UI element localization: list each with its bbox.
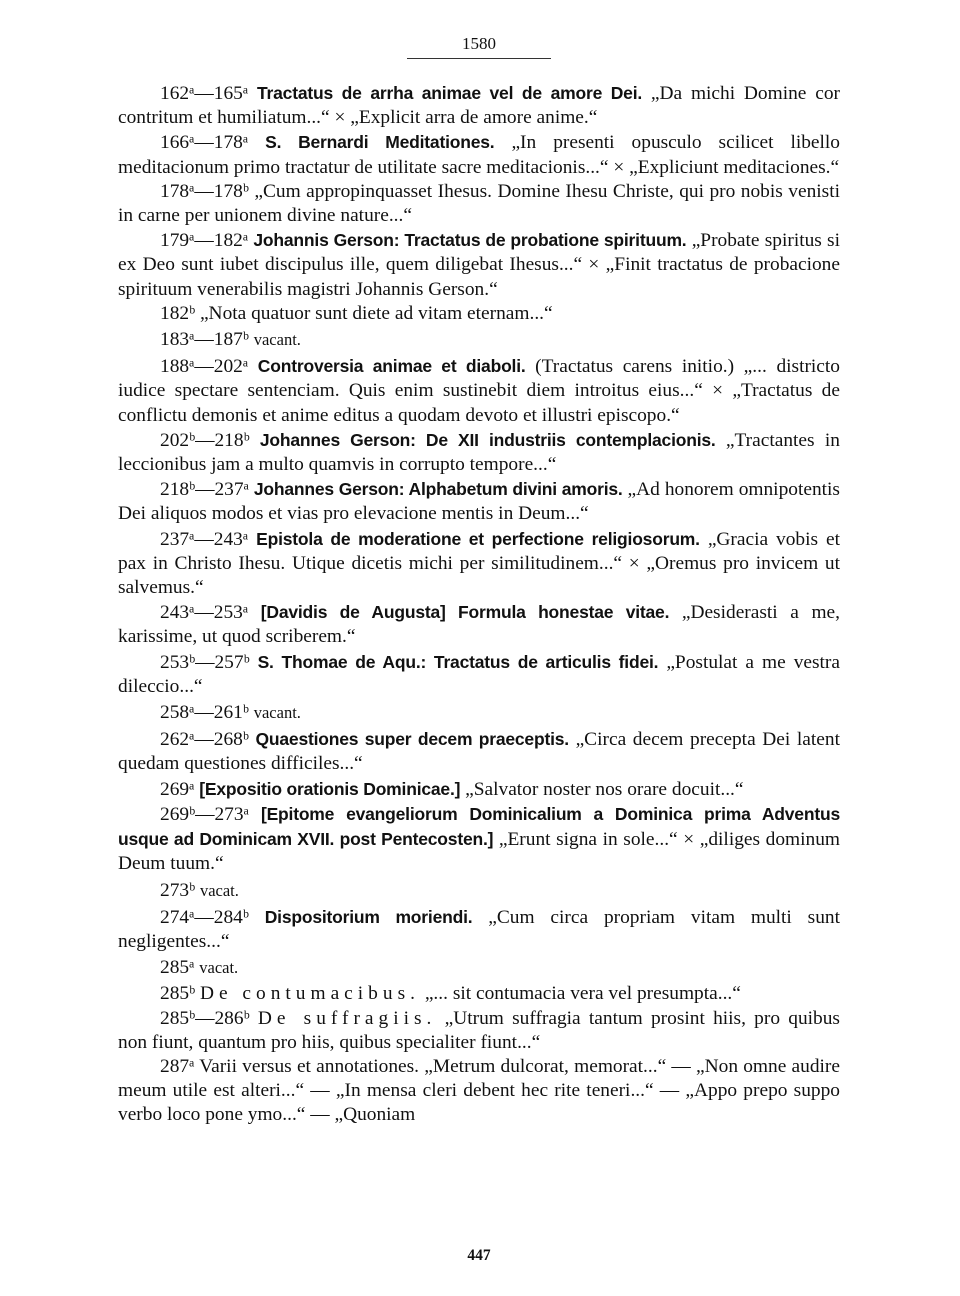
catalogue-entry — [118, 905, 840, 954]
folio-range: 273ᵇ — [160, 879, 196, 901]
entry-text: „Salvator noster nos orare docuit...“ — [465, 778, 744, 800]
catalogue-entry — [118, 428, 840, 477]
entry-text: vacat. — [199, 958, 239, 978]
folio-range: 274ᵃ—284ᵇ — [160, 906, 249, 928]
folio-range: 243ᵃ—253ᵃ — [160, 602, 249, 624]
catalogue-entry — [118, 879, 840, 903]
folio-range: 237ᵃ—243ᵃ — [160, 528, 249, 550]
entry-text: vacant. — [253, 330, 301, 350]
entry-text: „Postulat a me vestra dileccio...“ — [118, 651, 840, 697]
page-header-number: 1580 — [462, 34, 496, 53]
entry-title: Johannes Gerson: Alphabetum divini amoris. — [253, 479, 623, 500]
entry-title: Dispositorium moriendi. — [264, 906, 473, 927]
entry-text: „Ad honorem omnipotentis Dei aliquos modos et vias pro elevacione mentis in Deum...“ — [118, 479, 840, 525]
folio-range: 258ᵃ—261ᵇ — [160, 702, 249, 724]
entry-title: Tractatus de arrha animae vel de amore Dei. — [257, 83, 643, 103]
entry-title: S. Thomae de Aqu.: Tractatus de articulis fidei. — [257, 651, 659, 672]
catalogue-page — [118, 30, 840, 1280]
entry-text: „Cum circa propriam vitam multi sunt negligentes...“ — [118, 906, 840, 952]
entry-title: Quaestiones super decem praeceptis. — [255, 729, 569, 750]
catalogue-entry — [118, 1055, 840, 1128]
entry-title: [Epitome evangeliorum Dominicalium a Dominica prima Adventus usque ad Dominicam XVII. post Pentecosten.] — [118, 803, 840, 850]
entry-spaced-title: De contumacibus. — [199, 983, 420, 1005]
entry-text: „Gracia vobis et pax in Christo Ihesu. Utique dicetis michi per similitudinem...“ × „Oremus pro invicem ut salvemus.“ — [118, 528, 841, 599]
entry-text: „Cum appropinquasset Ihesus. Domine Ihesu Christe, qui pro nobis venisti in carne per unionem divine nature...“ — [118, 180, 840, 227]
entry-text: „Erunt signa in sole...“ × „diliges dominum Deum tuum.“ — [118, 829, 840, 875]
entry-title: [Davidis de Augusta] Formula honestae vitae. — [260, 602, 670, 623]
folio-range: 162ᵃ—165ᵃ — [160, 83, 249, 104]
entry-title: S. Bernardi Meditationes. — [265, 132, 495, 153]
entry-text: „... sit contumacia vera vel presumpta...“ — [424, 983, 741, 1005]
entry-title: Controversia animae et diaboli. — [257, 356, 526, 377]
folio-range: 269ᵃ — [160, 778, 195, 800]
folio-range: 262ᵃ—268ᵇ — [160, 729, 249, 751]
catalogue-entry — [118, 650, 840, 699]
catalogue-entry — [118, 328, 840, 352]
entry-list — [118, 81, 840, 1128]
folio-range: 166ᵃ—178ᵃ — [160, 132, 249, 154]
catalogue-entry — [118, 527, 840, 601]
entry-text: „Da michi Domine cor contritum et humiliatum...“ × „Explicit arra de amore anime.“ — [118, 83, 840, 129]
catalogue-entry — [118, 477, 840, 526]
catalogue-entry — [118, 956, 840, 980]
entry-text: vacant. — [253, 703, 301, 723]
entry-text: vacat. — [199, 880, 239, 900]
folio-range: 188ᵃ—202ᵃ — [160, 356, 249, 378]
catalogue-entry — [118, 600, 840, 649]
entry-text: „Utrum suffragia tantum prosint hiis, pro quibus non fiunt, quantum pro hiis, quibus specialiter fiunt...“ — [118, 1007, 840, 1053]
folio-range: 218ᵇ—237ᵃ — [160, 479, 249, 501]
folio-range: 269ᵇ—273ᵃ — [160, 803, 249, 825]
folio-range: 202ᵇ—218ᵇ — [160, 429, 250, 451]
entry-text: „Tractantes in leccionibus jam a multo quamvis in corrupto tempore...“ — [118, 429, 840, 476]
catalogue-entry — [118, 777, 840, 802]
folio-range: 285ᵇ — [160, 983, 196, 1005]
folio-range: 182ᵇ — [160, 302, 196, 324]
folio-range: 183ᵃ—187ᵇ — [160, 329, 249, 351]
catalogue-entry — [118, 228, 840, 302]
entry-title: Epistola de moderatione et perfectione religiosorum. — [256, 528, 700, 549]
entry-title: [Expositio orationis Dominicae.] — [199, 778, 461, 799]
entry-spaced-title: De suffragiis. — [257, 1007, 437, 1029]
entry-text: Varii versus et annotationes. „Metrum dulcorat, memorat...“ — „Non omne audire meum utile est alteri...“ — „In mensa cleri debent hec rite teneri...“ — „Appo prepo suppo verbo loco pone ymo...“ — „Quoniam — [118, 1055, 840, 1126]
catalogue-entry — [118, 130, 840, 179]
folio-range: 287ᵃ — [160, 1055, 195, 1077]
entry-title: Johannes Gerson: De XII industriis contemplacionis. — [259, 429, 716, 450]
catalogue-entry — [118, 701, 840, 725]
catalogue-entry — [118, 81, 840, 130]
entry-text: „In presenti opusculo scilicet libello meditacionum primo tractatur de utilitate sacre meditacionis...“ × „Expliciunt meditaciones.“ — [118, 132, 840, 178]
entry-text: „Probate spiritus si ex Deo sunt iubet discipulus ille, quem diligebat Ihesus...“ × „Finit tractatus de probacione spirituum venerabilis magistri Johannis Gerson.“ — [118, 230, 840, 300]
catalogue-entry — [118, 982, 840, 1006]
entry-text: „Nota quatuor sunt diete ad vitam eternam...“ — [199, 302, 553, 324]
page-footer-number: 447 — [467, 1247, 491, 1264]
folio-range: 253ᵇ—257ᵇ — [160, 651, 250, 673]
entry-text: „Circa decem precepta Dei latent quedam questiones difficiles...“ — [118, 729, 840, 775]
catalogue-entry — [118, 180, 840, 228]
entry-text: (Tractatus carens initio.) „... districto iudice spectare sentenciam. Quis enim sustinebit diem introitus eius...“ × „Tractatus de conflictu demonis et anime editus a quodam devoto et illustri episcopo.“ — [118, 356, 840, 426]
catalogue-entry — [118, 802, 840, 877]
folio-range: 285ᵃ — [160, 957, 195, 979]
header-rule — [407, 58, 551, 59]
entry-text: „Desiderasti a me, karissime, ut quod scriberem.“ — [118, 602, 840, 648]
catalogue-entry — [118, 1007, 840, 1055]
folio-range: 179ᵃ—182ᵃ — [160, 230, 249, 252]
folio-range: 178ᵃ—178ᵇ — [160, 180, 249, 202]
folio-range: 285ᵇ—286ᵇ — [160, 1007, 250, 1029]
catalogue-entry — [118, 354, 840, 428]
entry-title: Johannis Gerson: Tractatus de probatione spirituum. — [253, 230, 687, 251]
catalogue-entry — [118, 302, 840, 326]
catalogue-entry — [118, 727, 840, 776]
